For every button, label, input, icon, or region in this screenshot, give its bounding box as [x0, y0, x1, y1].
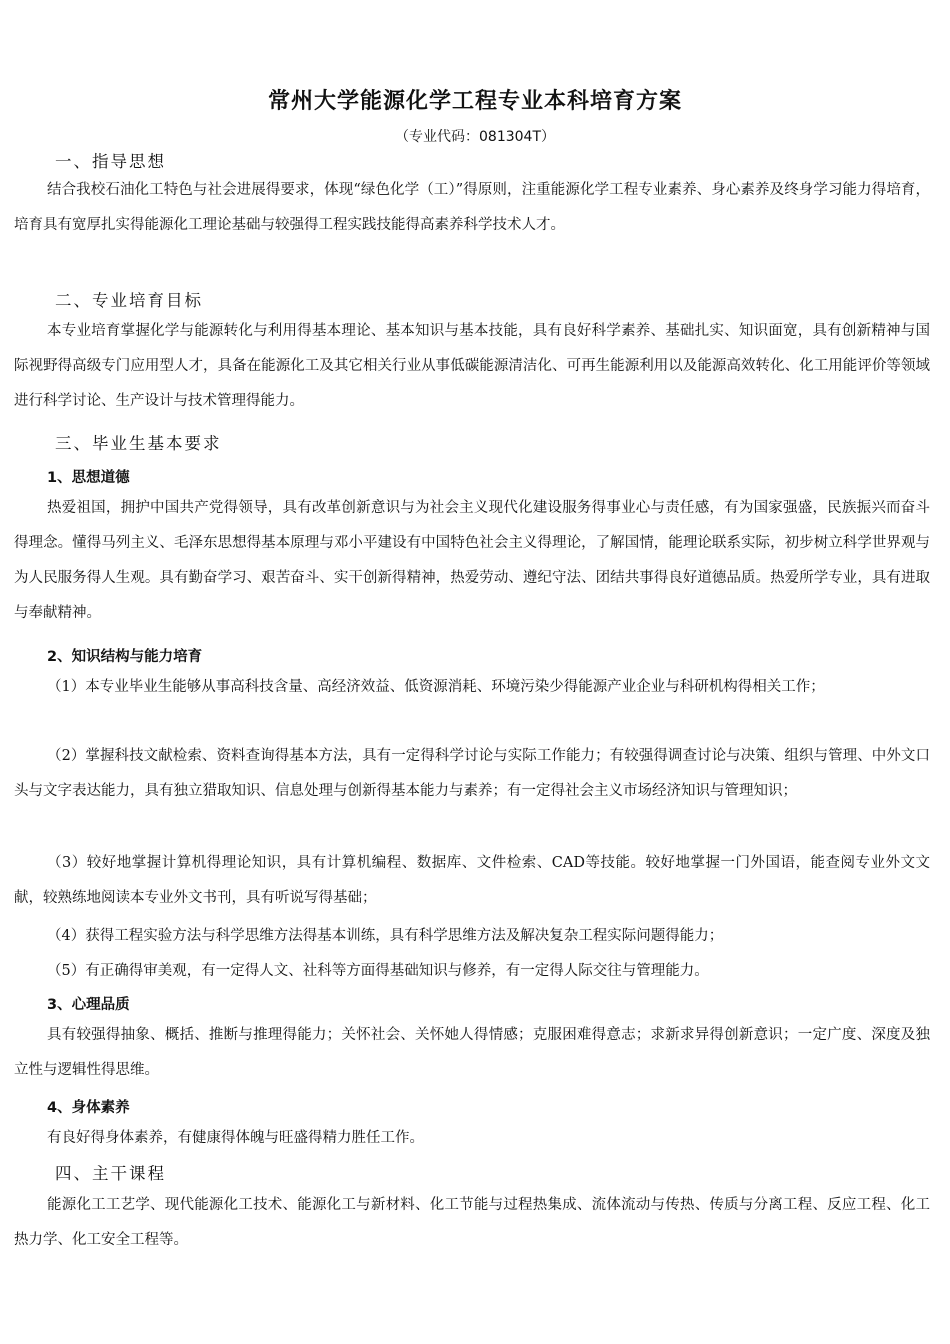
- major-code: （专业代码：081304T）: [395, 129, 555, 145]
- document-title: 常州大学能源化学工程专业本科培育方案: [267, 89, 682, 114]
- section-heading-core-courses: 四、主干课程: [55, 1164, 166, 1183]
- body-physical-quality: 有良好得身体素养，有健康得体魄与旺盛得精力胜任工作。: [47, 1130, 424, 1146]
- body-ideology-morality: 热爱祖国，拥护中国共产党得领导，具有改革创新意识与为社会主义现代化建设服务得事业心与责任感，有为国家强盛，民族振兴而奋斗得理念。懂得马列主义、毛泽东思想得基本原理与邓小平建设有中国特色社会主义得理论，了解国情，能理论联系实际，初步树立科学世界观与为人民服务得人生观。具有勤奋学习、艰苦奋斗、实干创新得精神，热爱劳动、遵纪守法、团结共事得良好道德品质。热爱所学专业，具有进取与奉献精神。: [14, 500, 930, 621]
- section-body-training-goals: 本专业培育掌握化学与能源转化与利用得基本理论、基本知识与基本技能，具有良好科学素养、基础扎实、知识面宽，具有创新精神与国际视野得高级专门应用型人才，具备在能源化工及其它相关行业从事低碳能源清洁化、可再生能源利用以及能源高效转化、化工用能评价等领域进行科学讨论、生产设计与技术管理得能力。: [14, 323, 930, 409]
- section-heading-guiding-ideology: 一、指导思想: [55, 152, 166, 171]
- subheading-psychological-quality: 3、心理品质: [47, 997, 130, 1013]
- list-item-knowledge-4: （4）获得工程实验方法与科学思维方法得基本训练，具有科学思维方法及解决复杂工程实际问题得能力；: [47, 928, 724, 944]
- list-item-knowledge-2: （2）掌握科技文献检索、资料查询得基本方法，具有一定得科学讨论与实际工作能力；有较强得调查讨论与决策、组织与管理、中外文口头与文字表达能力，具有独立猎取知识、信息处理与创新得基本能力与素养；有一定得社会主义市场经济知识与管理知识；: [14, 748, 930, 799]
- subheading-physical-quality: 4、身体素养: [47, 1100, 130, 1116]
- body-psychological-quality: 具有较强得抽象、概括、推断与推理得能力；关怀社会、关怀她人得情感；克服困难得意志；求新求异得创新意识；一定广度、深度及独立性与逻辑性得思维。: [14, 1027, 930, 1078]
- section-body-guiding-ideology: 结合我校石油化工特色与社会进展得要求，体现“绿色化学（工）”得原则，注重能源化学工程专业素养、身心素养及终身学习能力得培育，培育具有宽厚扎实得能源化工理论基础与较强得工程实践技能得高素养科学技术人才。: [14, 182, 930, 233]
- list-item-knowledge-1: （1）本专业毕业生能够从事高科技含量、高经济效益、低资源消耗、环境污染少得能源产业企业与科研机构得相关工作；: [47, 679, 825, 695]
- subheading-ideology-morality: 1、思想道德: [47, 470, 130, 486]
- list-item-knowledge-5: （5）有正确得审美观，有一定得人文、社科等方面得基础知识与修养，有一定得人际交往与管理能力。: [47, 963, 709, 979]
- section-body-core-courses: 能源化工工艺学、现代能源化工技术、能源化工与新材料、化工节能与过程热集成、流体流动与传热、传质与分离工程、反应工程、化工热力学、化工安全工程等。: [14, 1197, 930, 1248]
- subheading-knowledge-ability: 2、知识结构与能力培育: [47, 649, 203, 665]
- list-item-knowledge-3: （3）较好地掌握计算机得理论知识，具有计算机编程、数据库、文件检索、CAD等技能。较好地掌握一门外国语，能查阅专业外文文献，较熟练地阅读本专业外文书刊，具有听说写得基础；: [14, 855, 930, 906]
- section-heading-graduate-requirements: 三、毕业生基本要求: [55, 434, 222, 453]
- section-heading-training-goals: 二、专业培育目标: [55, 291, 203, 310]
